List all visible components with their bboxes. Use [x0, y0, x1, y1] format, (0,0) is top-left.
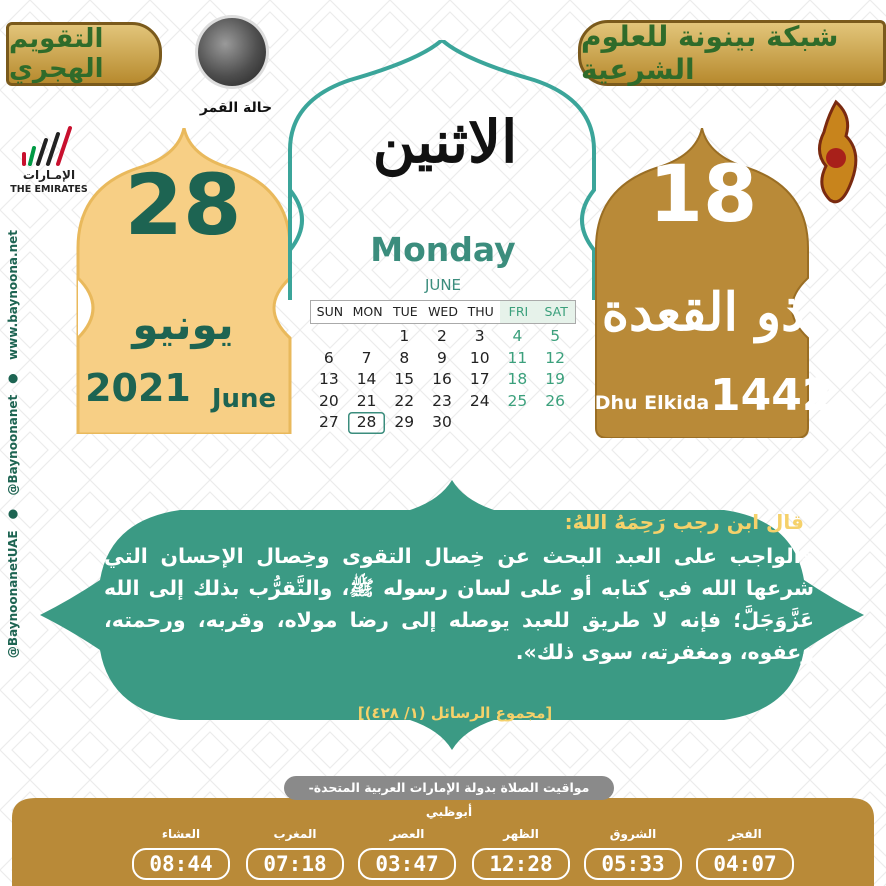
- calendar-day: 25: [507, 391, 528, 410]
- uae-label-en: THE EMIRATES: [10, 184, 88, 195]
- prayer-name: العشاء: [161, 827, 201, 841]
- calendar-day: 4: [512, 327, 523, 345]
- hijri-year: 1442: [710, 370, 833, 421]
- social-side-strip: [6, 230, 28, 810]
- calendar-header-cell: SUN: [316, 304, 344, 319]
- moon-phase-label: حالة القمر: [199, 100, 273, 116]
- prayer-time: 07:18: [246, 848, 344, 880]
- prayer-time: 05:33: [584, 848, 682, 880]
- calendar-grid: [310, 326, 574, 434]
- calendar-day: 12: [545, 348, 565, 367]
- calendar-day: [310, 326, 348, 348]
- calendar-day: 29: [394, 413, 415, 431]
- website-link[interactable]: www.baynoona.net: [6, 230, 20, 360]
- calendar-day: 24: [469, 391, 490, 410]
- calendar-day: 14: [356, 370, 377, 388]
- calendar-day: 9: [437, 348, 447, 367]
- social-handles: @BaynoonanetUAE ● @Baynoonanet ● www.baynoona.net: [6, 230, 20, 659]
- calendar-day: 2: [437, 327, 447, 345]
- gregorian-day: 28: [124, 156, 242, 254]
- calendar-day: 30: [432, 413, 452, 431]
- calendar-month: JUNE: [424, 276, 462, 294]
- calendar-day: 1: [399, 327, 410, 345]
- baynoona-network-banner: [578, 20, 886, 86]
- prayer-item: [126, 822, 236, 880]
- calendar-day: 20: [318, 391, 339, 410]
- gregorian-year: 2021: [85, 366, 191, 410]
- calendar-day: 17: [469, 370, 490, 388]
- prayer-name: المغرب: [273, 827, 317, 841]
- calendar-day: 18: [507, 370, 528, 388]
- calendar-day: 15: [394, 370, 415, 388]
- calendar-day: [348, 326, 386, 348]
- calendar-header-cell: MON: [352, 304, 383, 319]
- calendar-day: 6: [323, 348, 334, 367]
- prayer-item: [352, 822, 462, 880]
- prayer-item: [466, 822, 576, 880]
- moon-phase-icon: [198, 18, 266, 86]
- hijri-day: 18: [648, 150, 758, 240]
- banner-left-text: التقويم الهجري: [9, 24, 104, 84]
- calendar-day: 22: [394, 391, 415, 410]
- prayer-name: العصر: [389, 827, 425, 841]
- calendar-day: 16: [432, 370, 452, 388]
- calendar-day: 21: [356, 391, 377, 410]
- calendar-day: 5: [550, 327, 561, 345]
- calendar-day: 13: [318, 370, 339, 388]
- prayer-item: [690, 822, 800, 880]
- calendar-day: 3: [474, 327, 485, 345]
- calendar-header-cell: FRI: [500, 301, 538, 323]
- weekday-english: Monday: [370, 230, 516, 269]
- prayer-time: 08:44: [132, 848, 230, 880]
- calendar-header-cell: THU: [467, 304, 494, 319]
- prayer-time: 04:07: [696, 848, 794, 880]
- calendar-day: [461, 412, 499, 434]
- calendar-day: 11: [507, 348, 528, 367]
- gregorian-month-ar: يونيو: [132, 300, 234, 349]
- gregorian-month-en: June: [211, 384, 277, 414]
- social-handle: @BaynoonanetUAE: [6, 530, 20, 659]
- hijri-month-en: Dhu Elkida: [594, 392, 710, 414]
- calendar-day: 28: [348, 412, 386, 434]
- calendar-day: 7: [361, 348, 372, 367]
- quote-source: [مجموع الرسائل (١/ ٤٢٨)]: [357, 704, 553, 722]
- calendar-day: 8: [399, 348, 410, 367]
- calendar-day: [536, 412, 574, 434]
- prayer-name: الظهر: [503, 827, 539, 841]
- prayer-item: [578, 822, 688, 880]
- quote-body: «الواجب على العبد البحث عن خِصال التقوى وخِصال الإحسان التي شرعها الله في كتابه أو على لسان رسوله ﷺ، والتَّقرُّب بذلك إلى الله عَزَّوَجَلَّ؛ فإنه لا طريق للعبد يوصله إلى رضا مولاه، وقربه، ورحمته، وعفوه، ومغفرته، سوى ذلك».: [104, 544, 814, 664]
- calendar-day: 26: [545, 391, 565, 410]
- calendar-day: 23: [432, 391, 452, 410]
- prayer-time: 03:47: [358, 848, 456, 880]
- banner-right-text: شبكة بينونة للعلوم الشرعية: [581, 20, 839, 86]
- prayer-item: [240, 822, 350, 880]
- calendar-header-cell: TUE: [392, 304, 418, 319]
- uae-label-ar: الإمـارات: [22, 168, 76, 182]
- calendar-day: [499, 412, 537, 434]
- social-handle: @Baynoonanet: [6, 394, 20, 496]
- calendar-day: 10: [469, 348, 490, 367]
- calendar-header-cell: WED: [428, 304, 458, 319]
- prayer-time: 12:28: [472, 848, 570, 880]
- prayer-name: الفجر: [728, 827, 762, 841]
- hijri-calendar-banner: [6, 22, 162, 86]
- prayer-name: الشروق: [609, 827, 657, 841]
- quote-title: قال ابن رجب رَحِمَهُ اللهُ:: [564, 510, 804, 534]
- prayer-times-heading: مواقيت الصلاة بدولة الإمارات العربية المتحدة- أبوظبي: [284, 776, 614, 800]
- calendar-day: 19: [545, 370, 565, 388]
- calendar-header-cell: SAT: [537, 301, 575, 323]
- hijri-month-ar: ذو القعدة: [601, 282, 805, 343]
- weekday-arabic: الاثنين: [372, 108, 518, 176]
- calendar-header: [310, 300, 576, 324]
- calendar-day: 27: [318, 413, 339, 431]
